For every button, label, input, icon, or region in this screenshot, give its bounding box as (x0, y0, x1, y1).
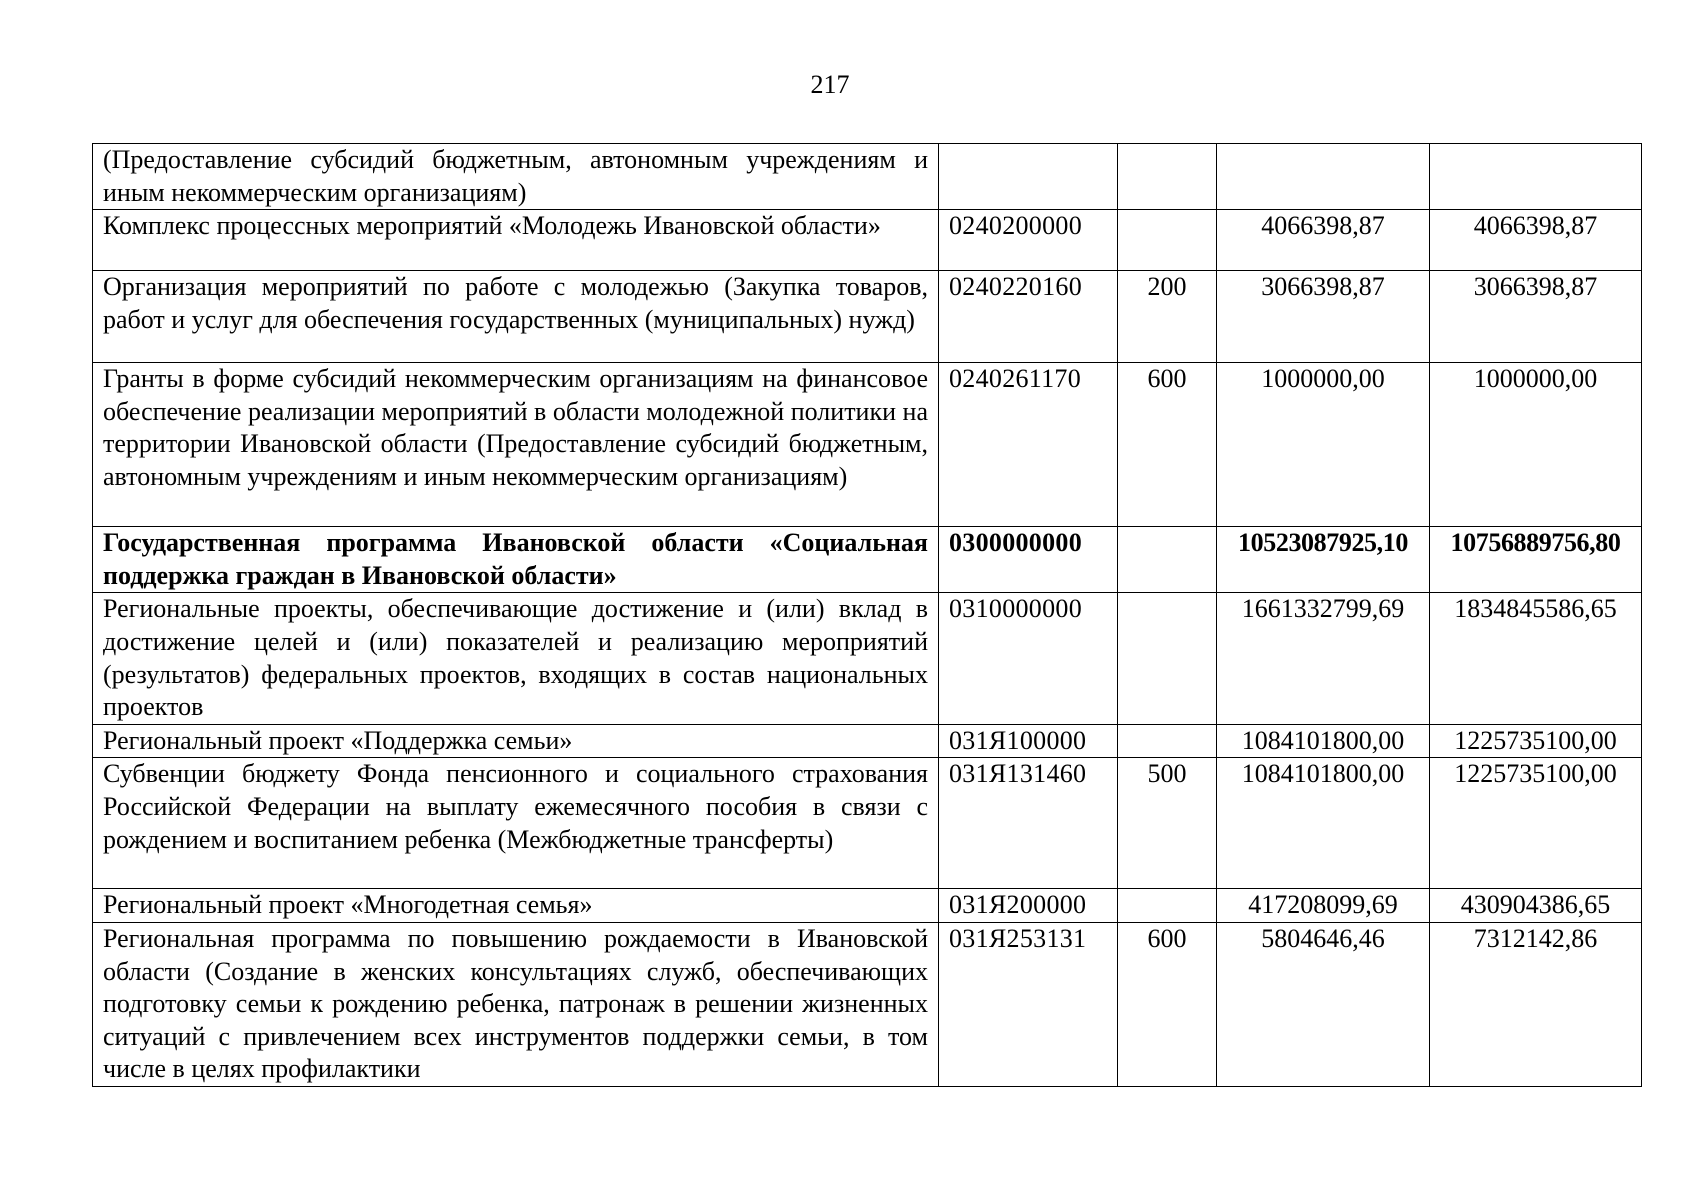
row-sum-year1: 4066398,87 (1217, 210, 1430, 271)
row-sum-year1 (1217, 144, 1430, 210)
row-sum-year2: 4066398,87 (1430, 210, 1642, 271)
row-sum-year1: 1661332799,69 (1217, 593, 1430, 724)
row-expense-type (1118, 210, 1217, 271)
row-expense-type (1118, 527, 1217, 593)
row-sum-year2: 3066398,87 (1430, 271, 1642, 363)
row-code: 031Я131460 (939, 758, 1118, 889)
row-name: Региональный проект «Поддержка семьи» (93, 724, 939, 758)
row-sum-year1: 5804646,46 (1217, 922, 1430, 1086)
row-name: Субвенции бюджету Фонда пенсионного и социального страхования Российской Федерации на выплату ежемесячного пособия в связи с рождением и воспитанием ребенка (Межбюджетные трансферты) (93, 758, 939, 889)
row-expense-type (1118, 724, 1217, 758)
table-row (93, 724, 1642, 758)
table-row (93, 889, 1642, 923)
row-name: Организация мероприятий по работе с молодежью (Закупка товаров, работ и услуг для обеспечения государственных (муниципальных) нужд) (93, 271, 939, 363)
row-sum-year2: 10756889756,80 (1430, 527, 1642, 593)
row-expense-type: 600 (1118, 363, 1217, 527)
row-expense-type: 500 (1118, 758, 1217, 889)
table-row (93, 144, 1642, 210)
row-sum-year2: 7312142,86 (1430, 922, 1642, 1086)
row-expense-type: 200 (1118, 271, 1217, 363)
row-sum-year1: 1000000,00 (1217, 363, 1430, 527)
row-name: Региональный проект «Многодетная семья» (93, 889, 939, 923)
row-code: 0240200000 (939, 210, 1118, 271)
row-name: (Предоставление субсидий бюджетным, автономным учреждениям и иным некоммерческим организациям) (93, 144, 939, 210)
table-row (93, 758, 1642, 889)
table-row (93, 210, 1642, 271)
table-row (93, 363, 1642, 527)
row-sum-year1: 3066398,87 (1217, 271, 1430, 363)
table-row (93, 271, 1642, 363)
page-number: 217 (810, 70, 850, 99)
row-sum-year2 (1430, 144, 1642, 210)
row-name: Государственная программа Ивановской области «Социальная поддержка граждан в Ивановской области» (93, 527, 939, 593)
row-sum-year2: 1834845586,65 (1430, 593, 1642, 724)
row-sum-year1: 417208099,69 (1217, 889, 1430, 923)
row-sum-year2: 1225735100,00 (1430, 724, 1642, 758)
row-name: Региональные проекты, обеспечивающие достижение и (или) вклад в достижение целей и (или) показателей и реализацию мероприятий (результатов) федеральных проектов, входящих в состав национальных проектов (93, 593, 939, 724)
row-sum-year1: 1084101800,00 (1217, 724, 1430, 758)
row-code: 031Я200000 (939, 889, 1118, 923)
budget-table (92, 143, 1642, 1087)
row-expense-type: 600 (1118, 922, 1217, 1086)
row-sum-year2: 430904386,65 (1430, 889, 1642, 923)
row-code: 0240220160 (939, 271, 1118, 363)
row-expense-type (1118, 593, 1217, 724)
row-code: 0240261170 (939, 363, 1118, 527)
row-sum-year1: 1084101800,00 (1217, 758, 1430, 889)
table-row (93, 593, 1642, 724)
row-sum-year2: 1225735100,00 (1430, 758, 1642, 889)
row-name: Комплекс процессных мероприятий «Молодежь Ивановской области» (93, 210, 939, 271)
row-name: Региональная программа по повышению рождаемости в Ивановской области (Создание в женских консультациях служб, обеспечивающих подготовку семьи к рождению ребенка, патронаж в решении жизненных ситуаций с привлечением всех инструментов поддержки семьи, в том числе в целях профилактики (93, 922, 939, 1086)
row-name: Гранты в форме субсидий некоммерческим организациям на финансовое обеспечение реализации мероприятий в области молодежной политики на территории Ивановской области (Предоставление субсидий бюджетным, автономным учреждениям и иным некоммерческим организациям) (93, 363, 939, 527)
row-code: 031Я100000 (939, 724, 1118, 758)
row-expense-type (1118, 889, 1217, 923)
row-sum-year1: 10523087925,10 (1217, 527, 1430, 593)
table-row-program (93, 527, 1642, 593)
row-code: 031Я253131 (939, 922, 1118, 1086)
row-expense-type (1118, 144, 1217, 210)
row-code (939, 144, 1118, 210)
row-code: 0300000000 (939, 527, 1118, 593)
row-code: 0310000000 (939, 593, 1118, 724)
table-row (93, 922, 1642, 1086)
row-sum-year2: 1000000,00 (1430, 363, 1642, 527)
